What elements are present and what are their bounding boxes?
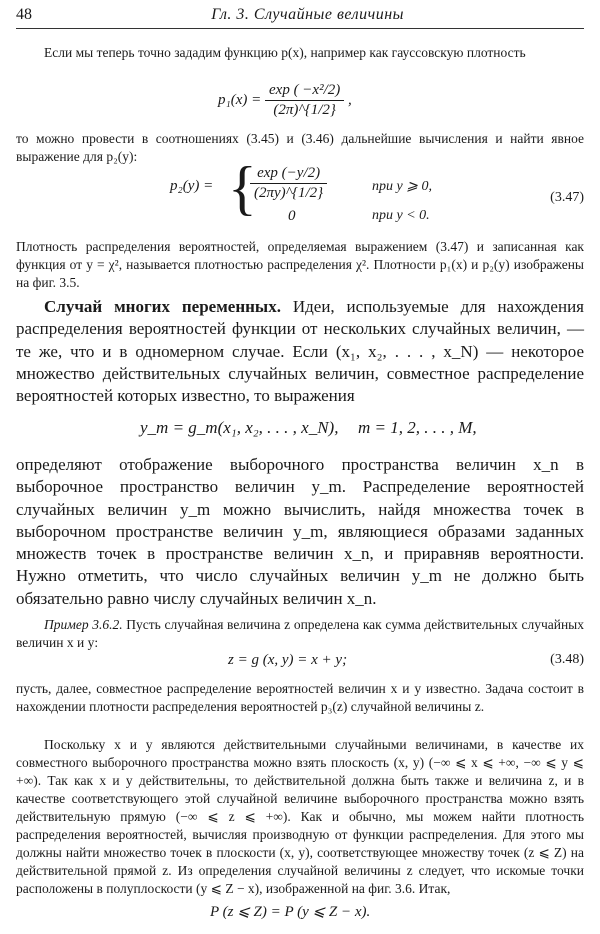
page-number: 48 (16, 6, 32, 23)
equation-ym-right: m = 1, 2, . . . , M, (358, 418, 477, 437)
equation-number-3-48: (3.48) (550, 652, 584, 667)
case2-condition: при y < 0. (372, 208, 430, 223)
case2-value: 0 (288, 208, 296, 224)
section-many-variables (16, 296, 584, 407)
equation-p1-lhs: p₁(x) = (218, 91, 262, 108)
equation-final: P (z ⩽ Z) = P (y ⩽ Z − x). (210, 904, 371, 920)
running-head: Гл. 3. Случайные величины (211, 6, 404, 23)
case1-numerator: exp (−y/2) (250, 165, 327, 184)
paragraph-gaussian-intro: Если мы теперь точно зададим функцию p(x), например как гауссовскую плотность (44, 45, 526, 60)
equation-p1-denominator: (2π)^{1/2} (273, 102, 336, 118)
paragraph-mapping: определяют отображение выборочного пространства величин x_n в выборочное пространство величин y_m. Распределение вероятностей случайных величин y_m можно вычислить, найдя множества точек в выборочном пространстве величин y_m, являющиеся образами заданных множеств точек в пространстве величин x_n, и приравняв вероятности. Нужно отметить, что число случайных величин y_m не должно быть обязательно равно числу случайных величин x_n. (16, 455, 584, 608)
equation-p1 (218, 82, 352, 119)
cases-brace: { (228, 155, 257, 221)
example-text: Пусть случайная величина z определена как сумма действительных случайных величин x и y: (16, 617, 584, 650)
equation-p1-numerator: exp ( −x²/2) (265, 82, 344, 101)
equation-3-48: z = g (x, y) = x + y; (228, 652, 348, 668)
paragraph-task: пусть, далее, совместное распределение вероятностей величин x и y известно. Задача состоит в нахождении плотности распределения вероятностей p₃(z) случайной величины z. (16, 681, 584, 714)
equation-p1-fraction (265, 82, 344, 119)
paragraph-chi-square: Плотность распределения вероятностей, определяемая выражением (3.47) и записанная как функция от y = χ², называется плотностью распределения χ². Плотности p₁(x) и p₂(y) изображены на фиг. 3.5. (16, 239, 584, 290)
page-header (16, 4, 584, 29)
paragraph-sample-space: Поскольку x и y являются действительными случайными величинами, в качестве их совместного выборочного пространства можно взять плоскость (x, y) (−∞ ⩽ x ⩽ +∞, −∞ ⩽ y ⩽ +∞). Так как x и y действительны, то действительной должна быть также и величина z, и в качестве соответствующего этой случайной величине выборочного пространства можно взять действительную прямую (−∞ ⩽ z ⩽ +∞). Как и обычно, мы можем найти плотность распределения вероятностей, вычисляя производную от функции распределения. Для этого мы должны найти множество точек в плоскости (x, y), соответствующее множеству точек (z ⩽ Z) на действительной прямой z. Из определения случайной величины z следует, что искомые точки расположены в полуплоскости (y ⩽ Z − x), изображенной на фиг. 3.6. Итак, (16, 737, 584, 896)
example-3-6-2 (16, 616, 584, 652)
equation-ym-left: y_m = g_m(x₁, x₂, . . . , x_N), (140, 418, 339, 437)
example-label: Пример 3.6.2. (44, 617, 123, 632)
paragraph-further-calc: то можно провести в соотношениях (3.45) и (3.46) дальнейшие вычисления и найти явное выражение для p₂(y): (16, 131, 584, 164)
equation-3-47-case1 (250, 165, 327, 202)
section-heading: Случай многих переменных. (44, 297, 281, 316)
equation-p1-comma: , (348, 91, 352, 108)
equation-number-3-47: (3.47) (550, 190, 584, 205)
equation-3-47-lhs: p₂(y) = (170, 178, 214, 194)
case1-fraction (250, 165, 327, 202)
case1-condition: при y ⩾ 0, (372, 179, 432, 194)
case1-denominator: (2πy)^{1/2} (254, 185, 324, 201)
section-text: Идеи, используемые для нахождения распределения вероятностей функции от нескольких случайных величин, — те же, что и в одномерном случае. Если (x₁, x₂, . . . , x_N) — некоторое множество действительных случайных величин, совместное распределение вероятностей которых известно, то выражения (16, 297, 584, 406)
